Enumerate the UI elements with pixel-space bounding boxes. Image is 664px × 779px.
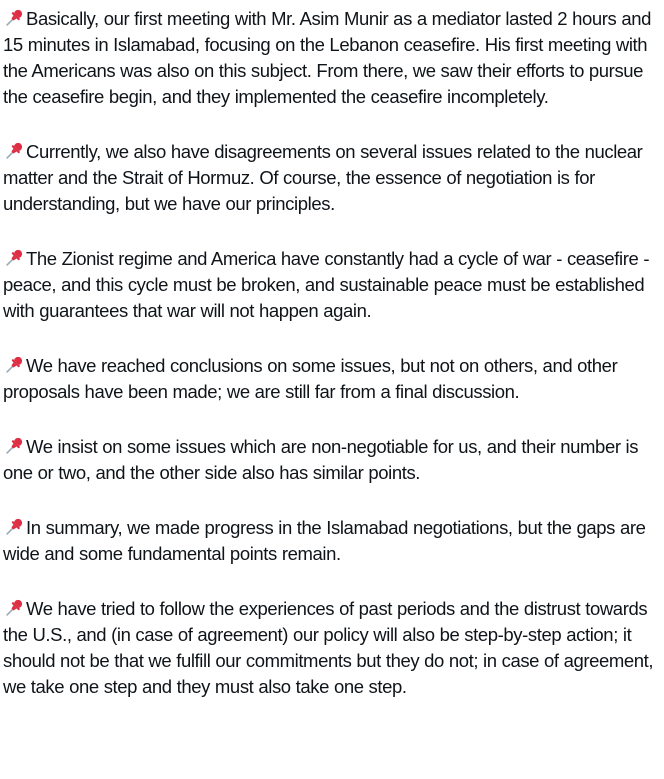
pushpin-icon — [3, 247, 25, 269]
paragraph-text: We have reached conclusions on some issues, but not on others, and other proposals have been made; we are still far from a final discussion. — [3, 355, 618, 402]
paragraph — [3, 353, 662, 405]
paragraph-text: We insist on some issues which are non-negotiable for us, and their number is one or two, and the other side also has similar points. — [3, 436, 639, 483]
paragraph — [3, 246, 662, 324]
pushpin-icon — [3, 516, 25, 538]
paragraph-text: We have tried to follow the experiences of past periods and the distrust towards the U.S., and (in case of agreement) our policy will also be step-by-step action; it should not be that we fulfill our commitments but they do not; in case of agreement, we take one step and they must also take one step. — [3, 598, 654, 697]
paragraph — [3, 139, 662, 217]
paragraph — [3, 6, 662, 110]
paragraph — [3, 596, 662, 700]
pushpin-icon — [3, 7, 25, 29]
paragraph — [3, 515, 662, 567]
pushpin-icon — [3, 435, 25, 457]
paragraph — [3, 434, 662, 486]
paragraph-text: The Zionist regime and America have constantly had a cycle of war - ceasefire - peace, and this cycle must be broken, and sustainable peace must be established with guarantees that war will not happen again. — [3, 248, 650, 321]
pushpin-icon — [3, 354, 25, 376]
pushpin-icon — [3, 597, 25, 619]
paragraph-text: In summary, we made progress in the Islamabad negotiations, but the gaps are wide and some fundamental points remain. — [3, 517, 646, 564]
paragraph-text: Basically, our first meeting with Mr. Asim Munir as a mediator lasted 2 hours and 15 minutes in Islamabad, focusing on the Lebanon ceasefire. His first meeting with the Americans was also on this subject. From there, we saw their efforts to pursue the ceasefire begin, and they implemented the ceasefire incompletely. — [3, 8, 652, 107]
pushpin-icon — [3, 140, 25, 162]
paragraph-text: Currently, we also have disagreements on several issues related to the nuclear matter and the Strait of Hormuz. Of course, the essence of negotiation is for understanding, but we have our principles. — [3, 141, 643, 214]
